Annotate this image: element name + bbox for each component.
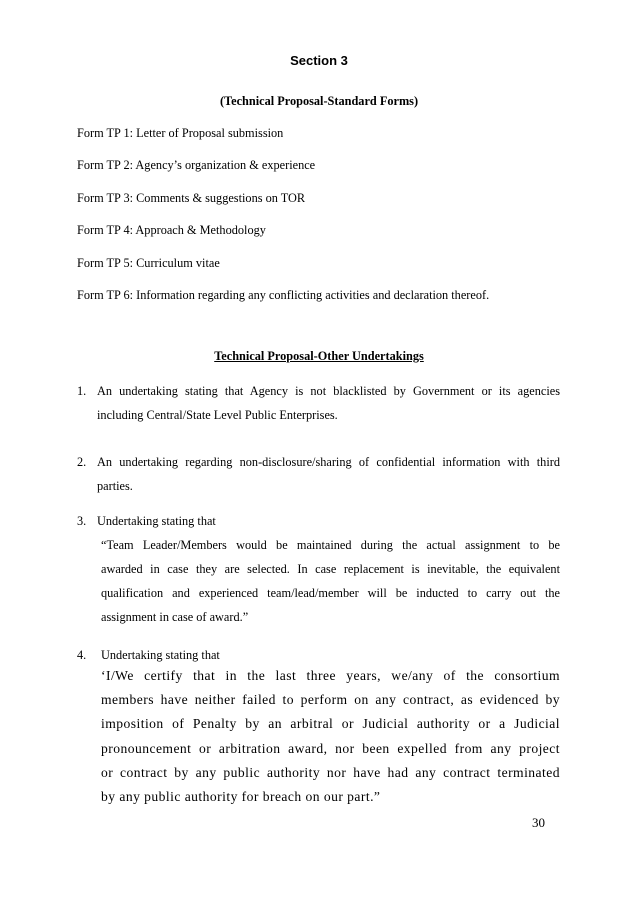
text-line: ‘I/We certify that in the last three years, we/any of the consortium: [101, 668, 560, 683]
text-line: assignment in case of award.”: [101, 610, 249, 624]
section-subtitle: (Technical Proposal-Standard Forms): [219, 94, 419, 108]
text-line: pronouncement or arbitration award, nor been expelled from any project: [101, 740, 560, 756]
item-lead-text: Undertaking stating that: [101, 648, 220, 662]
undertaking-item-text: [97, 379, 560, 427]
page-number: 30: [532, 815, 545, 830]
text-line: including Central/State Level Public Enterprises.: [97, 408, 338, 422]
form-list-item: Form TP 5: Curriculum vitae: [77, 256, 220, 270]
text-line: by any public authority for breach on our part.”: [101, 789, 381, 805]
form-list-item: Form TP 1: Letter of Proposal submission: [77, 126, 284, 140]
form-list-item: Form TP 3: Comments & suggestions on TOR: [77, 191, 306, 205]
text-line: members have neither failed to perform on any contract, as evidenced by: [101, 692, 560, 708]
item-lead-text: Undertaking stating that: [97, 514, 216, 528]
item-number: 3.: [77, 514, 87, 528]
text-line: qualification and experienced team/lead/member will be inducted to carry out the: [101, 586, 560, 600]
undertaking-quote: [101, 664, 560, 809]
undertakings-heading: Technical Proposal-Other Undertakings: [214, 349, 424, 363]
text-line: An undertaking regarding non-disclosure/sharing of confidential information with third: [97, 455, 560, 469]
text-line: awarded in case they are selected. In case replacement is inevitable, the equivalent: [101, 562, 560, 576]
undertaking-item-text: [97, 450, 560, 498]
form-list-item: Form TP 6: Information regarding any conflicting activities and declaration thereof.: [77, 288, 490, 302]
item-number: 1.: [77, 384, 87, 398]
text-line: imposition of Penalty by an arbitral or Judicial authority or a Judicial: [101, 716, 560, 732]
undertaking-quote: [101, 533, 560, 629]
form-list-item: Form TP 2: Agency’s organization & experience: [77, 158, 316, 172]
section-title: Section 3: [290, 53, 348, 68]
text-line: “Team Leader/Members would be maintained during the actual assignment to be: [101, 538, 560, 552]
form-list-item: Form TP 4: Approach & Methodology: [77, 223, 266, 237]
text-line: parties.: [97, 479, 133, 493]
text-line: or contract by any public authority nor have had any contract terminated: [101, 764, 560, 780]
item-number: 2.: [77, 455, 87, 469]
text-line: An undertaking stating that Agency is not blacklisted by Government or its agencies: [97, 384, 560, 398]
item-number: 4.: [77, 648, 87, 662]
